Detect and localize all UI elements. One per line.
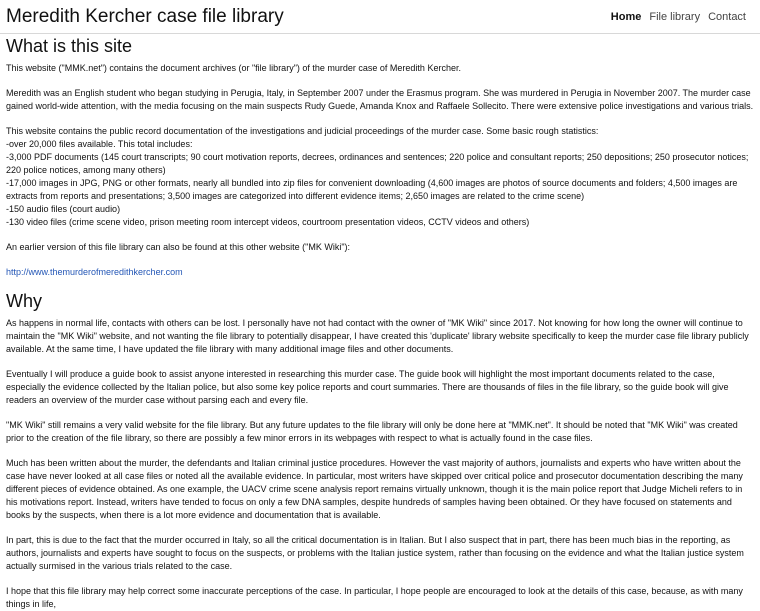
main-content [0,36,760,611]
why-paragraph: As happens in normal life, contacts with others can be lost. I personally have not had contact with the owner of "MK Wiki" since 2017. Not knowing for how long the owner will continue to maintain the "MK Wiki" website, and not wanting the file library to potentially disappear, I have created this 'duplicate' library website specifically to keep the murder case file library publicly available. At the same time, I have updated the file library with many additional image files and other documents. [6,318,749,354]
nav-home[interactable]: Home [610,10,642,23]
section-title-why: Why [6,291,42,311]
why-paragraph: I hope that this file library may help correct some inaccurate perceptions of the case. In particular, I hope people are encouraged to look at the details of this case, because, as with many things in life, [6,586,743,609]
stats-line: -17,000 images in JPG, PNG or other formats, nearly all bundled into zip files for convenient downloading (4,600 images are photos of source documents and folders; 4,500 images are extracts from reports and presentations; 3,500 images are categorized into different evidence items; 2,650 images are related to the crime scene) [6,178,738,201]
nav-file-library[interactable]: File library [649,10,701,23]
what-paragraph-1: This website ("MMK.net") contains the document archives (or "file library") of the murder case of Meredith Kercher. [6,63,461,73]
why-paragraph: In part, this is due to the fact that the murder occurred in Italy, so all the critical documentation is in Italian. But I also suspect that in part, there has been much bias in the reporting, as authors, journalists and experts have sought to focus on the suspects, or problems with the Italian justice system, rather than focusing on the evidence and what the Italian justice system actually surmised in the various trials related to the case. [6,535,744,571]
stats-line: -over 20,000 files available. This total includes: [6,139,193,149]
nav-contact[interactable]: Contact [708,10,746,23]
stats-line: -3,000 PDF documents (145 court transcripts; 90 court motivation reports, decrees, ordinances and sentences; 220 police and consultant reports; 250 depositions; 250 prosecutor notices; 220 police notices, among many others) [6,152,749,175]
stats-block [6,125,754,229]
earlier-version-text: An earlier version of this file library can also be found at this other website ("MK Wiki"): [6,242,351,252]
navbar [0,0,760,34]
section-title-what: What is this site [6,36,133,56]
why-paragraph: Much has been written about the murder, the defendants and Italian criminal justice procedures. However the vast majority of authors, journalists and experts who have written about the case have never looked at all case files or noted all the available evidence. In particular, most writers have skipped over critical police and prosecutor documentation describing the many different pieces of evidence obtained. As one example, the UACV crime scene analysis report remains virtually unknown, though it is the main police report that Judge Micheli refers to in his motivations report. Instead, writers have tended to focus on only a few DNA samples, despite hundreds of samples having been obtained. Or they have focused on statements and books by the suspects, when there is a lot more evidence and documentation that is available. [6,458,743,520]
why-paragraph: "MK Wiki" still remains a very valid website for the file library. But any future updates to the file library will only be done here at "MMK.net". It should be noted that "MK Wiki" was created prior to the creation of the file library, so there are possibly a few minor errors in its webpages with respect to what is actually found in the case files. [6,420,738,443]
stats-line: -150 audio files (court audio) [6,204,121,214]
stats-line: -130 video files (crime scene video, prison meeting room intercept videos, courtroom presentation videos, CCTV videos and others) [6,217,530,227]
nav-links [611,11,746,23]
site-brand[interactable]: Meredith Kercher case file library [6,5,284,27]
mk-wiki-link[interactable]: http://www.themurderofmeredithkercher.com [6,267,183,277]
why-paragraph: Eventually I will produce a guide book to assist anyone interested in researching this murder case. The guide book will highlight the most important documents related to the case, especially the evidence collected by the Italian police, but also some key police reports and court summaries. There are thousands of files in the file library, so the guide book will give readers an overview of the murder case without parsing each and every file. [6,369,729,405]
what-paragraph-2: Meredith was an English student who began studying in Perugia, Italy, in September 2007 under the Erasmus program. She was murdered in Perugia in November 2007. The murder case gained world-wide attention, with the media focusing on the main suspects Rudy Guede, Amanda Knox and Raffaele Sollecito. There were extensive police investigations and various trials. [6,88,754,111]
stats-line: This website contains the public record documentation of the investigations and judicial proceedings of the murder case. Some basic rough statistics: [6,126,599,136]
